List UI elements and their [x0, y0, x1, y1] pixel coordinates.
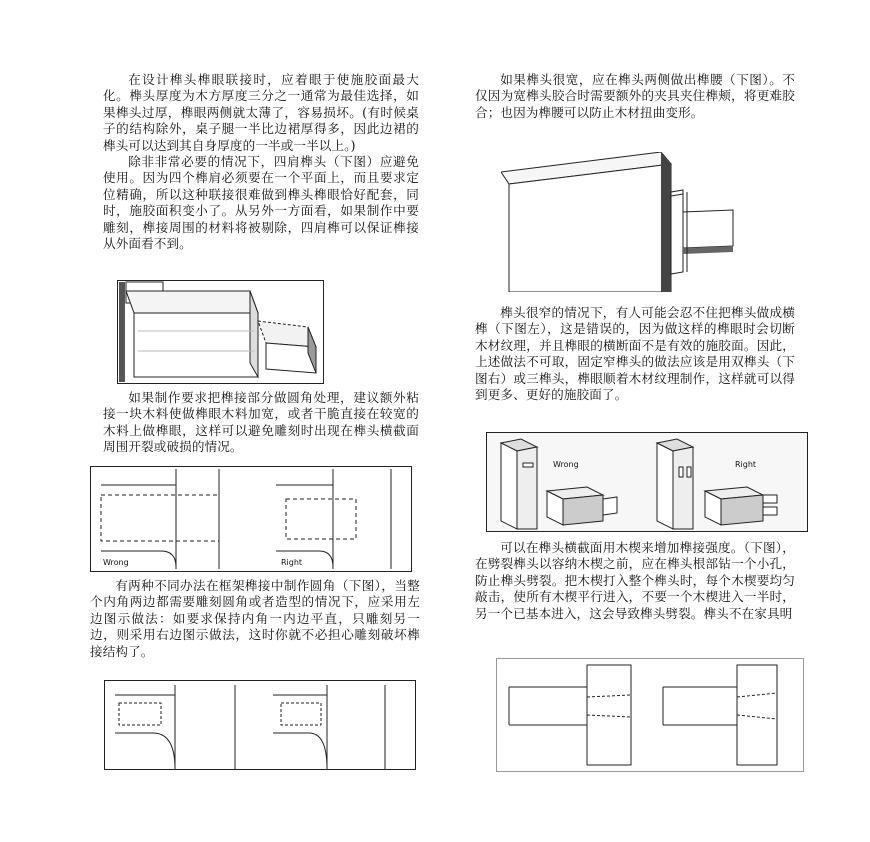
left-column: [103, 72, 419, 252]
rounded-corner-drawing: [91, 467, 411, 571]
four-shoulder-tenon-figure: [117, 280, 324, 384]
left-column-lower-a: [103, 390, 419, 456]
rounded-corner-right-label: Right: [281, 558, 303, 567]
rounded-corner-figure: [90, 466, 412, 572]
right-column-mid: [475, 305, 795, 403]
frame-corner-drawing: [105, 681, 415, 769]
frame-corner-figure: [104, 680, 416, 770]
right-paragraph-2: 榫头很窄的情况下，有人可能会忍不住把榫头做成横榫（下图左），这是错误的，因为做这样的榫眼时会切断木材纹理，并且榫眼的横断面不是有效的施胶面。因此，上述做法不可取，固定窄榫头的做法应该是用双榫头（下图右）或三榫头，榫眼顺着木材纹理制作，这样就可以得到更多、更好的施胶面了。: [475, 305, 795, 403]
right-paragraph-3: 可以在榫头横截面用木楔来增加榫接强度。（下图），在劈裂榫头以容纳木楔之前，应在榫头根部钻一个小孔，防止榫头劈裂。把木楔打入整个榫头时，每个木楔要均匀敲击，使所有木楔平行进入，不要一个木楔进入一半时，另一个已基本进入，这会导致榫头劈裂。榫头不在家具明: [475, 540, 795, 621]
narrow-tenon-drawing: [487, 433, 807, 531]
left-paragraph-2: 除非非常必要的情况下，四肩榫头（下图）应避免使用。因为四个榫肩必须要在一个平面上，而且要求定位精确，所以这种联接很难做到榫头榫眼恰好配套，同时，施胶面积变小了。从另外一方面看，如果制作中要雕刻，榫接周围的材料将被剔除，四肩榫可以保证榫接从外面看不到。: [103, 154, 419, 252]
wedged-tenon-figure: [496, 658, 804, 772]
wedged-tenon-drawing: [497, 659, 803, 771]
right-paragraph-1: 如果榫头很宽，应在榫头两侧做出榫腰（下图）。不仅因为宽榫头胶合时需要额外的夹具夹住榫颊，将更难胶合；也因为榫腰可以防止木材扭曲变形。: [475, 72, 795, 120]
narrow-tenon-figure: [486, 432, 808, 532]
haunched-tenon-drawing: [501, 152, 741, 292]
narrow-tenon-wrong-label: Wrong: [553, 460, 579, 469]
left-column-lower-b: [90, 578, 420, 660]
left-paragraph-3: 如果制作要求把榫接部分做圆角处理，建议额外粘接一块木料使做榫眼木料加宽，或者干脆直接在较宽的木料上做榫眼，这样可以避免雕刻时出现在榫头横截面周围开裂或破损的情况。: [103, 390, 419, 455]
left-paragraph-1: 在设计榫头榫眼联接时，应着眼于使施胶面最大化。榫头厚度为木方厚度三分之一通常为最佳选择，如果榫头过厚，榫眼两侧就太薄了，容易损坏。(有时候桌子的结构除外，桌子腿一半比边裙厚得多，因此边裙的榫头可以达到其自身厚度的一半或一半以上。): [103, 72, 419, 153]
right-column-lower: [475, 540, 795, 622]
narrow-tenon-right-label: Right: [735, 460, 757, 469]
haunched-tenon-figure: [501, 152, 741, 292]
left-paragraph-4: 有两种不同办法在框架榫接中制作圆角（下图），当整个内角两边都需要雕刻圆角或者造型的情况下，应采用左边图示做法：如要求保持内角一内边平直，只雕刻另一边，则采用右边图示做法，这时你就不必担心雕刻破坏榫接结构了。: [90, 578, 420, 659]
right-column: [475, 72, 795, 121]
four-shoulder-tenon-drawing: [118, 281, 323, 383]
rounded-corner-wrong-label: Wrong: [103, 558, 129, 567]
